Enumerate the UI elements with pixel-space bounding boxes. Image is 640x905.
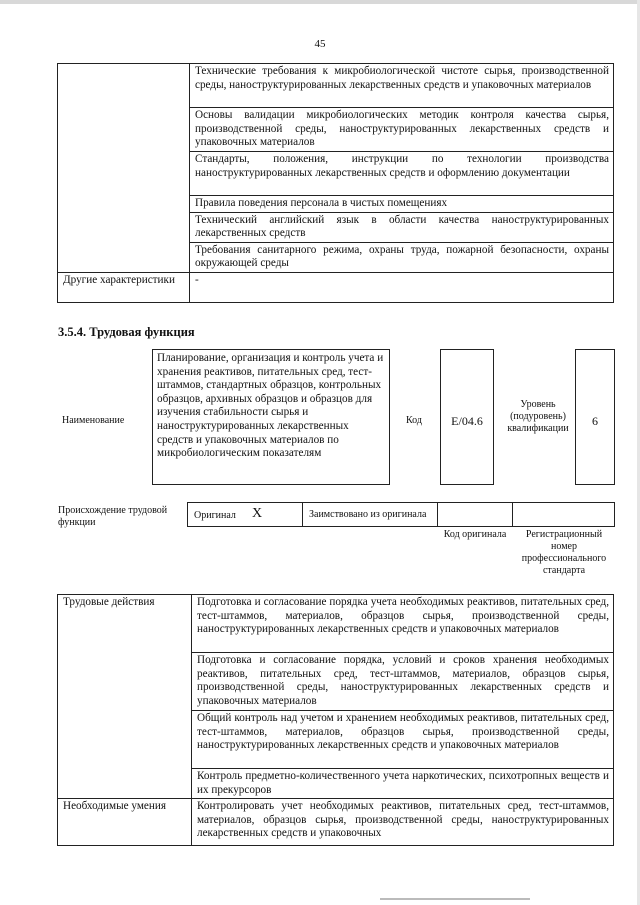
- knowledge-row: Требования санитарного режима, охраны труда, пожарной безопасности, охраны окружающей среды: [190, 242, 614, 272]
- scan-edge-top: [0, 0, 640, 4]
- origin-label: Происхождение трудовой функции: [58, 505, 168, 528]
- function-name-box: [152, 349, 390, 485]
- other-characteristics-value: -: [190, 272, 614, 302]
- skills-label: Необходимые умения: [58, 799, 192, 846]
- original-label: Оригинал: [194, 510, 236, 521]
- action-row: Контроль предметно-количественного учета наркотических, психотропных веществ и их прекурсоров: [192, 769, 614, 799]
- section-title: 3.5.4. Трудовая функция: [58, 325, 195, 339]
- name-label: Наименование: [62, 415, 125, 426]
- code-label: Код: [406, 415, 422, 426]
- knowledge-row: Технические требования к микробиологической чистоте сырья, производственной среды, наноструктурированных лекарственных средств и упаковочных материалов: [190, 64, 614, 108]
- other-characteristics-label: Другие характеристики: [58, 272, 190, 302]
- knowledge-table: [57, 63, 614, 303]
- knowledge-row: Основы валидации микробиологических методик контроля качества сырья, производственной среды, наноструктурированных лекарственных средств и упаковочных материалов: [190, 108, 614, 152]
- function-name-value: Планирование, организация и контроль учета и хранения реактивов, питательных сред, тест-штаммов, стандартных образцов, контрольных образцов, архивных образцов и образцов для изучения стабильности сырья и наноструктурированных лекарственных средств и упаковочных материалов по микробиологическим показателям: [157, 352, 384, 460]
- origin-reg-caption: Регистрационный номер профессионального стандарта: [521, 529, 607, 576]
- knowledge-row: Правила поведения персонала в чистых помещениях: [190, 196, 614, 213]
- action-row: Общий контроль над учетом и хранением необходимых реактивов, питательных сред, тест-штаммов, материалов, образцов сырья, производственной среды, наноструктурированных лекарственных средств и упаковочных материалов: [192, 711, 614, 769]
- origin-code-caption: Код оригинала: [443, 529, 507, 540]
- code-value: E/04.6: [451, 414, 483, 428]
- origin-reg-cell: [512, 502, 615, 527]
- code-box: [440, 349, 494, 485]
- origin-original-cell: [187, 502, 303, 527]
- knowledge-row: Технический английский язык в области качества наноструктурированных лекарственных средств: [190, 212, 614, 242]
- knowledge-row: Стандарты, положения, инструкции по технологии производства наноструктурированных лекарственных средств и оформлению документации: [190, 152, 614, 196]
- borrowed-label: Заимствовано из оригинала: [309, 509, 427, 520]
- level-box: [575, 349, 615, 485]
- level-value: 6: [592, 414, 598, 428]
- page-number: 45: [314, 38, 326, 50]
- original-mark: X: [252, 506, 263, 521]
- skills-row: Контролировать учет необходимых реактивов, питательных сред, тест-штаммов, материалов, образцов сырья, производственной среды, наноструктурированных лекарственных средств и упаковочных: [192, 799, 614, 846]
- origin-code-cell: [437, 502, 513, 527]
- action-row: Подготовка и согласование порядка, условий и сроков хранения необходимых реактивов, питательных сред, тест-штаммов, материалов, образцов сырья, производственной среды, наноструктурированных лекарственных средств и упаковочных материалов: [192, 653, 614, 711]
- scan-mark-bottom: [380, 898, 530, 900]
- knowledge-label-cell: [58, 64, 190, 273]
- actions-label: Трудовые действия: [58, 595, 192, 799]
- origin-borrowed-cell: [302, 502, 438, 527]
- level-label: Уровень (подуровень) квалификации: [507, 399, 569, 434]
- action-row: Подготовка и согласование порядка учета необходимых реактивов, питательных сред, тест-штаммов, материалов, образцов сырья, производственной среды, наноструктурированных лекарственных средств и упаковочных материалов: [192, 595, 614, 653]
- actions-table: [57, 594, 614, 846]
